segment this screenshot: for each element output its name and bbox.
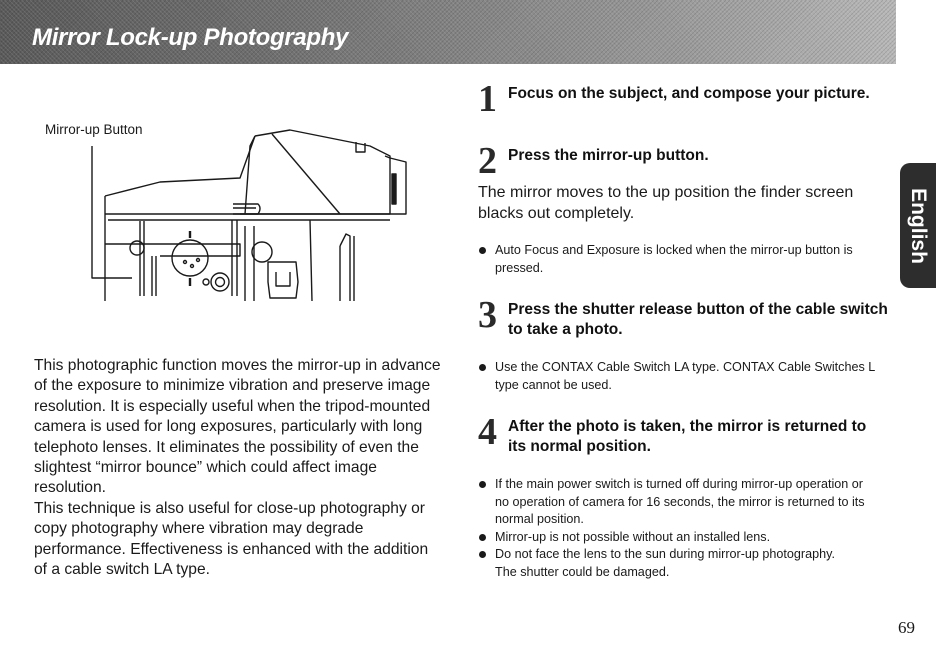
step-3-title: Press the shutter release button of the cable switch to take a photo. [508, 301, 888, 338]
step-4-notes [478, 476, 878, 582]
intro-text [34, 356, 444, 580]
step-3-notes [478, 359, 878, 394]
step-1 [478, 78, 888, 120]
camera-illustration [40, 86, 420, 326]
note-item: Use the CONTAX Cable Switch LA type. CONTAX Cable Switches L type cannot be used. [478, 359, 878, 394]
step-2-title: Press the mirror-up button. [508, 147, 709, 164]
diagram-callout-label: Mirror-up Button [45, 122, 143, 137]
step-4-title: After the photo is taken, the mirror is returned to its normal position. [508, 418, 867, 455]
note-item [478, 546, 878, 581]
header-banner [0, 0, 896, 64]
language-tab [900, 163, 936, 288]
step-3-number: 3 [478, 294, 497, 336]
language-tab-label: English [907, 187, 930, 264]
prism-housing [240, 130, 390, 214]
note-item-extra: The shutter could be damaged. [495, 564, 670, 579]
step-2-notes [478, 242, 878, 277]
note-item: Auto Focus and Exposure is locked when the mirror-up button is pressed. [478, 242, 878, 277]
mirror-up-button-shape [130, 241, 144, 255]
step-4 [478, 411, 888, 457]
step-1-title: Focus on the subject, and compose your picture. [508, 85, 870, 102]
note-item: Mirror-up is not possible without an installed lens. [478, 529, 878, 547]
step-2-number: 2 [478, 140, 497, 182]
callout-leader-line [92, 146, 132, 278]
step-4-number: 4 [478, 411, 497, 453]
intro-paragraph-1: This photographic function moves the mirror-up in advance of the exposure to minimize vibration and preserve image resolution. It is especially useful when the tripod-mounted camera is used for long exposures, particularly with long telephoto lenses. It eliminates the possibility of even the slightest “mirror bounce” which could affect image resolution. [34, 357, 441, 497]
step-2-description: The mirror moves to the up position the finder screen blacks out completely. [478, 184, 854, 222]
page-number: 69 [898, 618, 915, 637]
step-2 [478, 140, 888, 182]
intro-paragraph-2: This technique is also useful for close-up photography or copy photography where vibration may degrade performance. Effectiveness is enhanced with the addition of a cable switch LA type. [34, 499, 429, 579]
step-3 [478, 294, 888, 340]
note-item: If the main power switch is turned off during mirror-up operation or no operation of camera for 16 seconds, the mirror is returned to its normal position. [478, 476, 878, 529]
page-title: Mirror Lock-up Photography [32, 24, 349, 51]
step-1-number: 1 [478, 78, 497, 120]
note-item-text: Do not face the lens to the sun during mirror-up photography. [495, 547, 835, 562]
